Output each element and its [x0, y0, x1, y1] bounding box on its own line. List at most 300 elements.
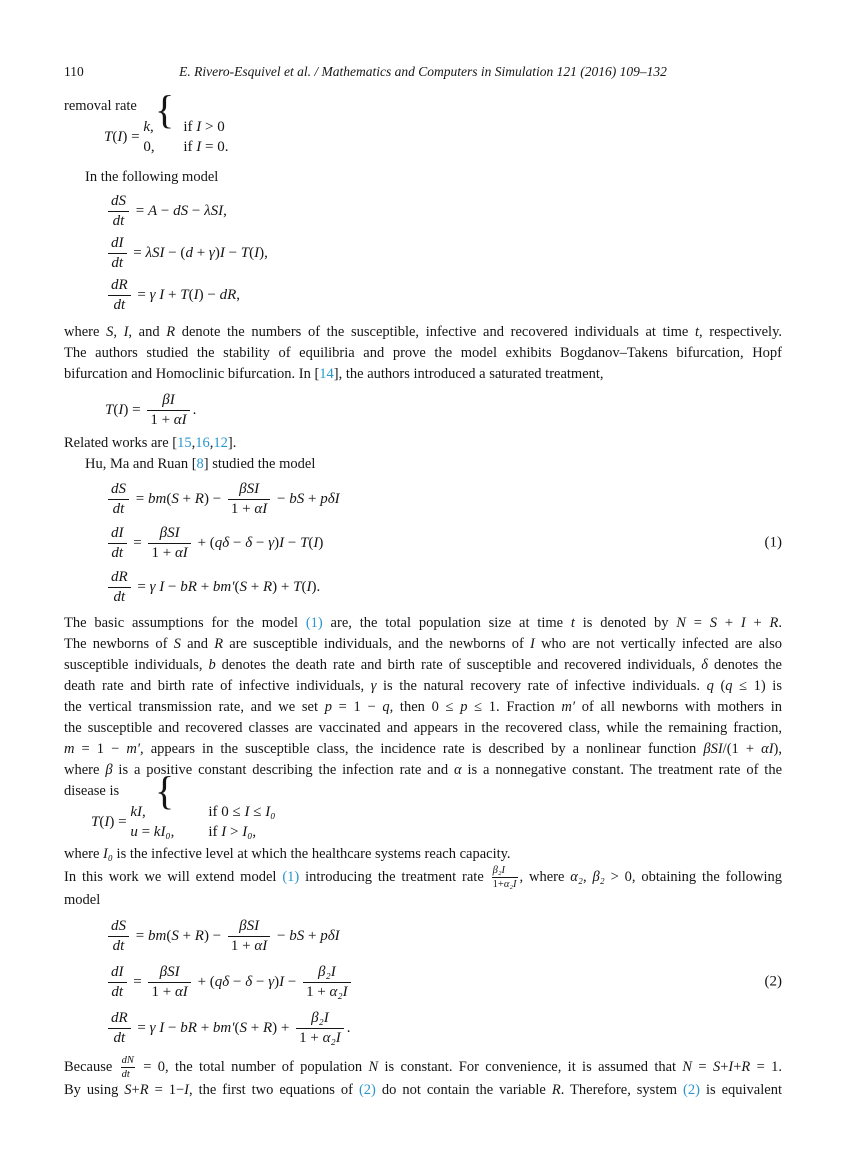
math-var: βSI — [239, 917, 260, 934]
math-var: pδI — [320, 490, 340, 507]
math-var: αI — [254, 500, 268, 517]
fraction — [148, 525, 190, 562]
math-var: k — [143, 119, 150, 135]
math-var: I — [104, 814, 110, 830]
text-span: if — [208, 824, 222, 840]
text-span: ( — [713, 678, 726, 694]
text-span: + — [196, 578, 213, 595]
math-var: m′ — [126, 741, 141, 757]
fraction-denominator — [108, 937, 129, 955]
math-var: γ I — [149, 1019, 165, 1036]
text-span: ) − — [198, 286, 220, 303]
text-line — [64, 322, 782, 343]
text-span: ) + — [272, 1019, 294, 1036]
math-var: dR — [111, 276, 128, 293]
text-span: − — [229, 973, 246, 990]
fraction-denominator — [108, 983, 127, 1001]
text-line — [85, 167, 782, 188]
text-span: = — [685, 615, 710, 631]
math-var: dI — [111, 963, 124, 980]
text-span: ( — [112, 129, 118, 145]
text-span: ) − — [203, 927, 225, 944]
math-var: δ — [245, 973, 253, 990]
text-span: , — [209, 435, 214, 451]
text-span: , respectively. — [699, 324, 783, 340]
paragraph-constant-population — [64, 1055, 782, 1101]
math-var: N — [682, 1058, 693, 1075]
math-var: I₀ — [265, 804, 276, 820]
math-var: T — [104, 129, 113, 145]
math-var: α₂ — [570, 868, 583, 885]
math-var: dI — [111, 234, 124, 251]
cases-body — [91, 802, 782, 842]
math-var: α₂I — [329, 983, 348, 1000]
text-span: + — [745, 615, 770, 631]
fraction-denominator — [121, 1068, 135, 1080]
text-span: + — [164, 286, 181, 303]
math-var: p — [324, 699, 332, 715]
text-line — [64, 1055, 782, 1080]
text-span: ) — [274, 973, 280, 990]
math-var: dR — [219, 286, 237, 303]
math-var: T — [300, 534, 309, 551]
math-var: I — [118, 401, 124, 418]
model-equation-1 — [64, 477, 782, 609]
text-span: is a nonnegative constant. The treatment rate of the — [461, 762, 782, 778]
equation-number: (1) — [764, 534, 782, 551]
text-span: 1 + — [151, 544, 175, 561]
text-span: = 0. — [201, 139, 229, 155]
text-span: is the infective level at which the healthcare systems reach capacity. — [112, 846, 511, 862]
math-var: γ I — [149, 286, 165, 303]
math-var: λSI — [204, 202, 224, 219]
fraction — [108, 918, 129, 955]
fraction-numerator — [121, 1055, 135, 1068]
text-span: . — [192, 401, 197, 418]
fraction — [303, 964, 351, 1001]
text-span: − — [273, 927, 290, 944]
text-span: ) — [274, 534, 280, 551]
text-span: who are not vertically infected are also — [534, 636, 782, 652]
text-span: = 0, the total number of population — [136, 1058, 369, 1075]
math-var: S — [712, 1058, 721, 1075]
fraction — [108, 525, 127, 562]
text-span: ( — [99, 814, 105, 830]
text-span: − — [284, 534, 301, 551]
text-span: model — [64, 892, 101, 909]
text-span: + — [717, 615, 741, 631]
text-span: ) = — [123, 401, 145, 418]
case-value — [143, 137, 163, 157]
math-var: dS — [111, 480, 126, 497]
math-var: bm′ — [212, 578, 235, 595]
math-var: β — [105, 762, 113, 778]
text-span: = — [132, 490, 148, 507]
ref-link[interactable]: 15 — [177, 435, 192, 451]
math-var: αI — [174, 983, 188, 1000]
text-span: The authors studied the stability of equilibria and prove the model exhibits Bogdanov–Takens bifurcation, Hopf — [64, 345, 782, 361]
math-var: dt — [111, 983, 124, 1000]
text-span: = 1. — [750, 1058, 782, 1075]
math-var: d — [185, 244, 193, 261]
math-var: T — [180, 286, 189, 303]
text-line — [64, 865, 782, 890]
math-var: bR — [180, 578, 197, 595]
math-var: βSI — [239, 480, 260, 497]
text-span: + ( — [193, 534, 215, 551]
math-var: t — [694, 324, 700, 340]
math-var: α₂I — [322, 1029, 341, 1046]
math-var: dt — [121, 1069, 130, 1081]
ref-link[interactable]: 8 — [196, 456, 204, 472]
equation-line — [64, 389, 782, 431]
text-span: + ( — [193, 973, 215, 990]
math-var: βSI — [703, 741, 723, 757]
text-span: + — [192, 244, 209, 261]
text-span: where — [64, 762, 106, 778]
text-span: removal rate — [64, 98, 137, 114]
ref-link[interactable]: (2) — [358, 1082, 376, 1099]
text-span: + — [178, 927, 195, 944]
case-condition — [183, 117, 228, 137]
text-span: = — [129, 973, 146, 990]
math-var: I — [244, 804, 250, 820]
math-var: αI — [174, 544, 188, 561]
math-var: bm — [147, 490, 167, 507]
math-var: dR — [111, 568, 128, 585]
text-span: ) — [214, 244, 220, 261]
math-var: dt — [112, 212, 125, 229]
text-span: ( — [308, 534, 314, 551]
text-span: ), — [773, 741, 783, 757]
fraction-numerator — [108, 918, 129, 937]
text-span: − ( — [164, 244, 186, 261]
math-var: I — [221, 824, 227, 840]
fraction — [121, 1055, 135, 1080]
text-span: if 0 ≤ — [208, 804, 245, 820]
text-span: − — [224, 244, 241, 261]
math-var: N — [368, 1058, 379, 1075]
math-var: I — [279, 534, 285, 551]
text-line — [64, 433, 782, 454]
math-var: dS — [111, 192, 126, 209]
math-var: b — [208, 657, 216, 673]
math-var: R — [263, 578, 273, 595]
text-span: ( — [188, 286, 194, 303]
text-span: do not contain the variable — [375, 1082, 552, 1099]
math-var: m′ — [561, 699, 576, 715]
equation-line — [64, 565, 782, 609]
ref-link[interactable]: (1) — [305, 615, 323, 631]
text-span: denotes the — [708, 657, 782, 673]
text-span: = — [129, 244, 146, 261]
math-var: βI — [162, 391, 175, 408]
math-var: α₂I — [503, 879, 517, 891]
text-span: + — [196, 1019, 213, 1036]
math-var: I₀ — [242, 824, 253, 840]
math-var: R — [139, 1082, 149, 1099]
fraction — [108, 1010, 131, 1047]
math-var: dt — [113, 1029, 126, 1046]
fraction — [228, 481, 270, 518]
text-span: ≤ 1. Fraction — [467, 699, 562, 715]
text-line — [64, 364, 782, 385]
text-span: = — [132, 202, 148, 219]
text-span: . Therefore, system — [560, 1082, 684, 1099]
math-var: R — [263, 1019, 273, 1036]
math-var: S — [171, 927, 179, 944]
math-var: dN — [121, 1055, 134, 1067]
text-span: 1 + — [230, 500, 255, 517]
math-var: dt — [112, 937, 125, 954]
running-header — [0, 64, 846, 82]
text-span: + — [247, 1019, 263, 1036]
paragraph-extend-model — [64, 865, 782, 911]
text-span: , — [252, 824, 257, 840]
math-var: dt — [111, 544, 124, 561]
text-span: 0, — [143, 139, 155, 155]
text-span: ]. — [227, 435, 237, 451]
math-var: λSI — [145, 244, 165, 261]
math-var: β₂ — [592, 868, 605, 885]
text-span: − — [252, 973, 269, 990]
text-span: , — [141, 804, 146, 820]
text-span: ≤ 1) is — [732, 678, 782, 694]
text-span: if — [183, 139, 197, 155]
text-span: the susceptible and recovered classes are vaccinated and appears in the recovered class, while the remaining fraction, — [64, 720, 782, 736]
text-span: + — [304, 490, 321, 507]
math-var: γ — [370, 678, 377, 694]
case-condition — [208, 822, 275, 842]
text-span: − — [273, 490, 290, 507]
math-var: β₂I — [492, 865, 506, 876]
math-var: γ — [268, 973, 275, 990]
math-var: bS — [289, 927, 305, 944]
cases-grid — [130, 802, 275, 842]
fraction-numerator — [108, 481, 129, 500]
math-var: N — [676, 615, 686, 631]
fraction-numerator — [108, 964, 127, 983]
text-span: where — [64, 846, 104, 862]
text-span: . — [346, 1019, 351, 1036]
math-var: dt — [113, 588, 126, 605]
text-span: ) = — [122, 129, 144, 145]
math-var: I — [313, 534, 319, 551]
text-span: > — [226, 824, 243, 840]
text-span: ( — [166, 927, 172, 944]
math-var: p — [460, 699, 468, 715]
fraction-numerator — [108, 235, 127, 254]
math-var: T — [91, 814, 100, 830]
fraction — [108, 481, 129, 518]
text-span: − — [252, 534, 269, 551]
math-var: βSI — [159, 963, 180, 980]
math-var: dS — [111, 917, 126, 934]
text-span: ( — [301, 578, 307, 595]
ref-link[interactable]: (1) — [282, 868, 300, 885]
fraction-numerator — [108, 277, 131, 296]
text-span: > 0, obtaining the following — [604, 868, 783, 885]
fraction-denominator — [492, 878, 518, 890]
math-var: R — [769, 615, 779, 631]
fraction-denominator — [228, 500, 270, 518]
equation-line — [64, 232, 782, 274]
math-var: q — [706, 678, 714, 694]
equation-line — [64, 959, 782, 1005]
fraction-numerator — [228, 918, 270, 937]
cases-head — [104, 127, 143, 147]
text-span: = — [129, 534, 146, 551]
text-span: + — [720, 1058, 729, 1075]
text-span: 1+ — [492, 879, 504, 891]
text-line — [64, 634, 782, 655]
fraction-numerator — [148, 525, 190, 544]
text-span: + — [131, 1082, 140, 1099]
fraction-denominator — [108, 500, 129, 518]
fraction-denominator — [108, 588, 131, 606]
removal-rate-cases — [64, 87, 782, 157]
math-var: I — [279, 973, 285, 990]
math-var: δ — [245, 534, 253, 551]
cases-body — [104, 117, 782, 157]
math-var: bS — [289, 490, 305, 507]
case-value — [130, 822, 192, 842]
text-span: 1 + — [230, 937, 255, 954]
text-line — [64, 655, 782, 676]
text-span: ) − — [203, 490, 225, 507]
text-span: ] studied the model — [203, 456, 316, 472]
text-line — [64, 718, 782, 739]
text-span: . — [778, 615, 782, 631]
math-var: R — [551, 1082, 561, 1099]
fraction-numerator — [108, 569, 131, 588]
math-var: dt — [112, 500, 125, 517]
text-span: ) + — [272, 578, 294, 595]
math-var: I — [728, 1058, 734, 1075]
fraction-numerator — [147, 392, 189, 411]
text-span: = — [133, 286, 150, 303]
text-span: = — [133, 1019, 150, 1036]
math-var: R — [194, 927, 204, 944]
text-span: = 1 − — [331, 699, 383, 715]
math-var: R — [214, 636, 224, 652]
text-span: In the following model — [85, 169, 219, 185]
related-works-line — [64, 433, 782, 454]
hu-ma-ruan-line — [64, 454, 782, 475]
math-var: S — [173, 636, 181, 652]
math-var: I — [530, 636, 535, 652]
saturated-treatment-eq — [64, 389, 782, 431]
math-var: R — [194, 490, 204, 507]
fraction-denominator — [303, 983, 351, 1001]
text-span: introducing the treatment rate — [299, 868, 490, 885]
text-span: The basic assumptions for the model — [64, 615, 306, 631]
fraction-numerator — [303, 964, 351, 983]
fraction-denominator — [108, 212, 129, 230]
page-number: 110 — [64, 64, 84, 79]
text-span: is denoted by — [574, 615, 677, 631]
fraction-numerator — [296, 1010, 344, 1029]
intro-model-line — [64, 167, 782, 188]
math-var: αI — [254, 937, 268, 954]
text-span: > 0 — [201, 119, 225, 135]
math-var: I — [254, 244, 260, 261]
math-var: dR — [111, 1009, 128, 1026]
text-line — [64, 613, 782, 634]
ref-link[interactable]: 14 — [319, 366, 334, 382]
text-span: = — [137, 824, 154, 840]
ref-link[interactable]: (2) — [683, 1082, 700, 1099]
ref-link[interactable]: 16 — [195, 435, 210, 451]
text-line — [64, 676, 782, 697]
paper-content — [0, 87, 846, 1101]
fraction — [296, 1010, 344, 1047]
ref-link[interactable]: 12 — [213, 435, 228, 451]
math-var: dt — [113, 296, 126, 313]
equation-number: (2) — [764, 973, 782, 990]
text-span: ( — [234, 578, 240, 595]
fraction — [108, 277, 131, 314]
math-var: t — [570, 615, 575, 631]
text-span: + — [304, 927, 321, 944]
fraction — [228, 918, 270, 955]
math-var: I — [123, 324, 129, 340]
math-var: u — [130, 824, 138, 840]
text-span: 1 + — [306, 983, 330, 1000]
math-var: R — [741, 1058, 751, 1075]
fraction — [108, 569, 131, 606]
math-var: αI — [761, 741, 774, 757]
math-var: γ — [208, 244, 215, 261]
case-condition — [208, 802, 275, 822]
text-span: , — [236, 286, 240, 303]
math-var: S — [709, 615, 718, 631]
fraction-denominator — [148, 544, 190, 562]
text-span: susceptible individuals, — [64, 657, 209, 673]
equation-line — [64, 190, 782, 232]
text-line — [64, 343, 782, 364]
fraction-numerator — [228, 481, 270, 500]
math-var: bm′ — [212, 1019, 235, 1036]
text-span: are susceptible individuals, and the newborns of — [223, 636, 531, 652]
math-var: kI₀ — [153, 824, 171, 840]
text-span: 1 + — [299, 1029, 323, 1046]
math-var: β₂I — [311, 1009, 329, 1026]
text-span: , — [582, 868, 593, 885]
text-span: = — [133, 578, 150, 595]
cases-brace: { — [155, 768, 175, 813]
text-span: , where — [519, 868, 571, 885]
text-span: is equivalent — [699, 1082, 782, 1099]
math-var: qδ — [214, 534, 230, 551]
math-var: dI — [111, 524, 124, 541]
math-var: kI — [130, 804, 142, 820]
math-var: β₂I — [318, 963, 336, 980]
text-span: the vertical transmission rate, and we set — [64, 699, 325, 715]
math-var: qδ — [214, 973, 230, 990]
math-var: I — [196, 119, 202, 135]
text-span: + — [733, 1058, 742, 1075]
fraction-denominator — [148, 983, 190, 1001]
text-span: , and — [128, 324, 167, 340]
fraction — [108, 964, 127, 1001]
text-span: , then 0 ≤ — [389, 699, 461, 715]
text-line — [64, 697, 782, 718]
math-var: q — [382, 699, 390, 715]
math-var: S — [124, 1082, 132, 1099]
text-span: = — [692, 1058, 713, 1075]
math-var: α — [454, 762, 462, 778]
